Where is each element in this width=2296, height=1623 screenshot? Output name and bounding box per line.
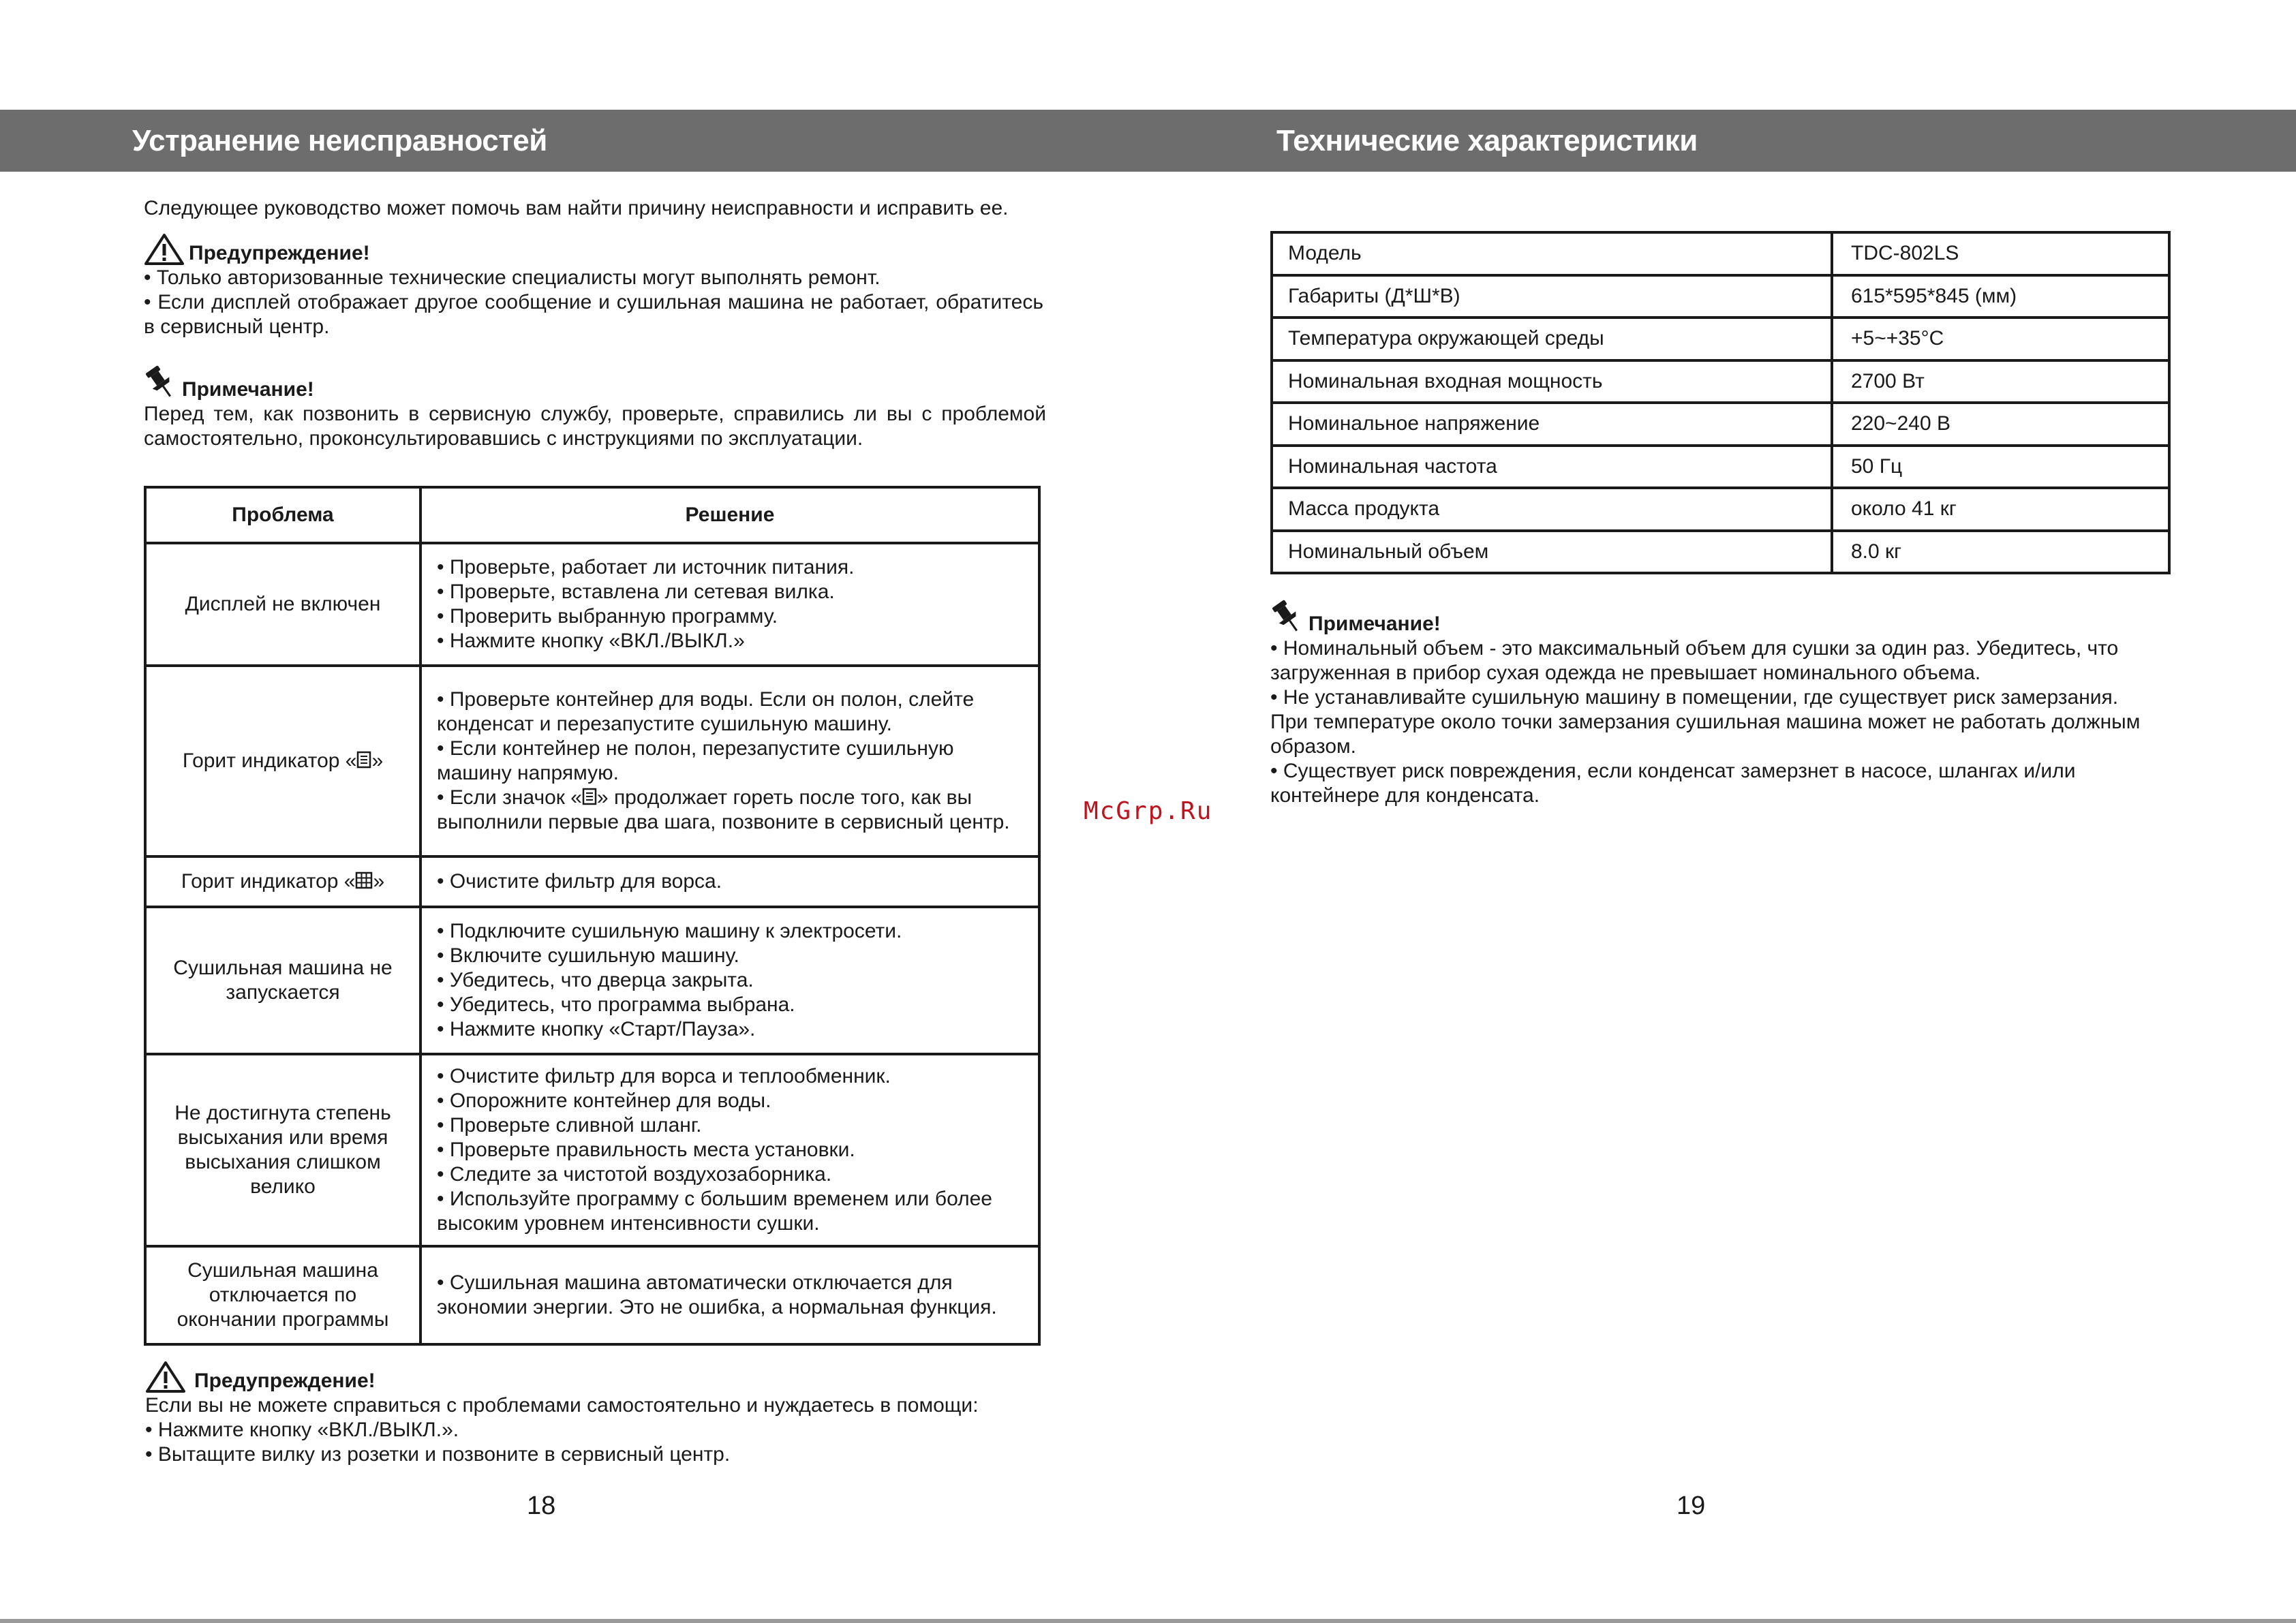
problem-cell: Сушильная машина не запускается (145, 907, 420, 1054)
specifications-table (1270, 231, 2171, 574)
spec-row (1272, 275, 2169, 318)
solution-line: • Очистите фильтр для ворса и теплообменник. (437, 1065, 891, 1087)
column-header-solution: Решение (420, 487, 1039, 543)
problem-cell: Сушильная машина отключается по окончании программы (145, 1246, 420, 1344)
troubleshooting-table (144, 486, 1041, 1346)
solution-cell (420, 543, 1039, 666)
warning-line: • Нажмите кнопку «ВКЛ./ВЫКЛ.». (145, 1419, 459, 1441)
solution-line: • Подключите сушильную машину к электросети. (437, 920, 902, 942)
note-callout-right (1270, 602, 2143, 808)
warning-line: Если вы не можете справиться с проблемами самостоятельно и нуждаетесь в помощи: (145, 1394, 979, 1417)
problem-text-prefix: Горит индикатор « (181, 870, 356, 893)
warning-callout-bottom (145, 1359, 1045, 1467)
problem-cell (145, 666, 420, 856)
spec-name: Номинальное напряжение (1272, 403, 1832, 446)
solution-line: • Убедитесь, что дверца закрыта. (437, 969, 754, 991)
page-number-right: 19 (1677, 1491, 1706, 1520)
solution-line: • Очистите фильтр для ворса. (437, 870, 722, 893)
solution-text-suffix: » продолжает гореть после того, как вы выполнили первые два шага, позвоните в сервисный центр. (437, 786, 1010, 833)
table-row (145, 666, 1039, 856)
solution-line: • Проверьте правильность места установки. (437, 1139, 855, 1161)
intro-text: Следующее руководство может помочь вам найти причину неисправности и исправить ее. (144, 197, 1009, 219)
table-row (145, 1054, 1039, 1246)
solution-line: • Проверьте, вставлена ли сетевая вилка. (437, 581, 835, 603)
solution-line: • Проверьте сливной шланг. (437, 1114, 702, 1137)
spec-name: Номинальная частота (1272, 446, 1832, 489)
solution-line: • Опорожните контейнер для воды. (437, 1089, 771, 1112)
warning-line: • Только авторизованные технические специалисты могут выполнять ремонт. (144, 266, 881, 289)
solution-cell (420, 907, 1039, 1054)
solution-cell (420, 856, 1039, 907)
note-callout-top (144, 368, 1046, 451)
solution-cell (420, 666, 1039, 856)
solution-line: • Проверить выбранную программу. (437, 605, 778, 628)
spec-value: около 41 кг (1832, 488, 2169, 531)
pushpin-icon (144, 364, 178, 402)
problem-cell (145, 856, 420, 907)
solution-line: • Используйте программу с большим временем или более высоким уровнем интенсивности сушки. (437, 1188, 992, 1235)
spec-value: 220~240 В (1832, 403, 2169, 446)
table-row (145, 907, 1039, 1054)
spec-row (1272, 232, 2169, 275)
spec-name: Масса продукта (1272, 488, 1832, 531)
table-row (145, 856, 1039, 907)
spec-value: TDC-802LS (1832, 232, 2169, 275)
problem-text-prefix: Горит индикатор « (182, 749, 357, 772)
note-text: Перед тем, как позвонить в сервисную службу, проверьте, справились ли вы с проблемой самостоятельно, проконсультировавшись с инструкциями по эксплуатации. (144, 403, 1046, 450)
spec-row (1272, 318, 2169, 360)
lint-filter-icon (355, 871, 373, 889)
warning-triangle-icon (145, 1361, 186, 1393)
spec-value: 50 Гц (1832, 446, 2169, 489)
watermark: McGrp.Ru (1084, 797, 1213, 825)
warning-callout-top (144, 232, 1043, 339)
spec-row (1272, 360, 2169, 403)
table-row (145, 1246, 1039, 1344)
spec-name: Номинальная входная мощность (1272, 360, 1832, 403)
spec-name: Номинальный объем (1272, 531, 1832, 574)
note-title: Примечание! (1308, 613, 1441, 635)
problem-cell: Дисплей не включен (145, 543, 420, 666)
page-title-specifications: Технические характеристики (1276, 124, 1698, 157)
table-header-row (145, 487, 1039, 543)
problem-text-suffix: » (371, 749, 384, 772)
solution-text-prefix: • Если значок « (437, 786, 582, 809)
warning-triangle-icon (144, 233, 185, 266)
spec-row (1272, 446, 2169, 489)
solution-cell (420, 1246, 1039, 1344)
spec-name: Габариты (Д*Ш*В) (1272, 275, 1832, 318)
warning-title: Предупреждение! (189, 242, 370, 264)
warning-line: • Если дисплей отображает другое сообщение и сушильная машина не работает, обратитесь в сервисный центр. (144, 291, 1043, 338)
solution-line: • Следите за чистотой воздухозаборника. (437, 1163, 832, 1186)
spec-row (1272, 403, 2169, 446)
problem-text-suffix: » (373, 870, 385, 893)
spec-row (1272, 488, 2169, 531)
spec-value: 615*595*845 (мм) (1832, 275, 2169, 318)
note-title: Примечание! (182, 378, 314, 401)
note-line: • Не устанавливайте сушильную машину в помещении, где существует риск замерзания. При температуре около точки замерзания сушильная машина может не работать должным образом. (1270, 686, 2141, 758)
spec-value: 2700 Вт (1832, 360, 2169, 403)
warning-line: • Вытащите вилку из розетки и позвоните в сервисный центр. (145, 1443, 731, 1466)
solution-line: • Если контейнер не полон, перезапустите сушильную машину напрямую. (437, 737, 954, 784)
solution-line: • Включите сушильную машину. (437, 944, 739, 967)
column-header-problem: Проблема (145, 487, 420, 543)
solution-line (437, 786, 1023, 835)
solution-line: • Убедитесь, что программа выбрана. (437, 993, 795, 1016)
spec-name: Модель (1272, 232, 1832, 275)
solution-line: • Проверьте контейнер для воды. Если он полон, слейте конденсат и перезапустите сушильную машину. (437, 688, 975, 735)
note-line: • Номинальный объем - это максимальный объем для сушки за один раз. Убедитесь, что загруженная в прибор сухая одежда не превышает номинального объема. (1270, 637, 2119, 684)
problem-cell: Не достигнута степень высыхания или время высыхания слишком велико (145, 1054, 420, 1246)
spec-row (1272, 531, 2169, 574)
water-tank-icon (356, 751, 371, 769)
pushpin-icon (1270, 598, 1304, 636)
solution-cell (420, 1054, 1039, 1246)
solution-line: • Проверьте, работает ли источник питания. (437, 556, 855, 578)
bottom-border-line (0, 1619, 2296, 1623)
water-tank-icon (582, 788, 597, 805)
solution-line: • Нажмите кнопку «Старт/Пауза». (437, 1018, 756, 1040)
solution-line: • Сушильная машина автоматически отключается для экономии энергии. Это не ошибка, а нормальная функция. (437, 1271, 997, 1318)
spec-name: Температура окружающей среды (1272, 318, 1832, 360)
note-line: • Существует риск повреждения, если конденсат замерзнет в насосе, шлангах и/или контейнере для конденсата. (1270, 760, 2076, 807)
solution-line: • Нажмите кнопку «ВКЛ./ВЫКЛ.» (437, 630, 745, 652)
spec-value: 8.0 кг (1832, 531, 2169, 574)
table-row (145, 543, 1039, 666)
page-number-left: 18 (527, 1491, 556, 1520)
spec-value: +5~+35°C (1832, 318, 2169, 360)
warning-title: Предупреждение! (194, 1370, 376, 1392)
page-title-troubleshooting: Устранение неисправностей (132, 124, 547, 157)
